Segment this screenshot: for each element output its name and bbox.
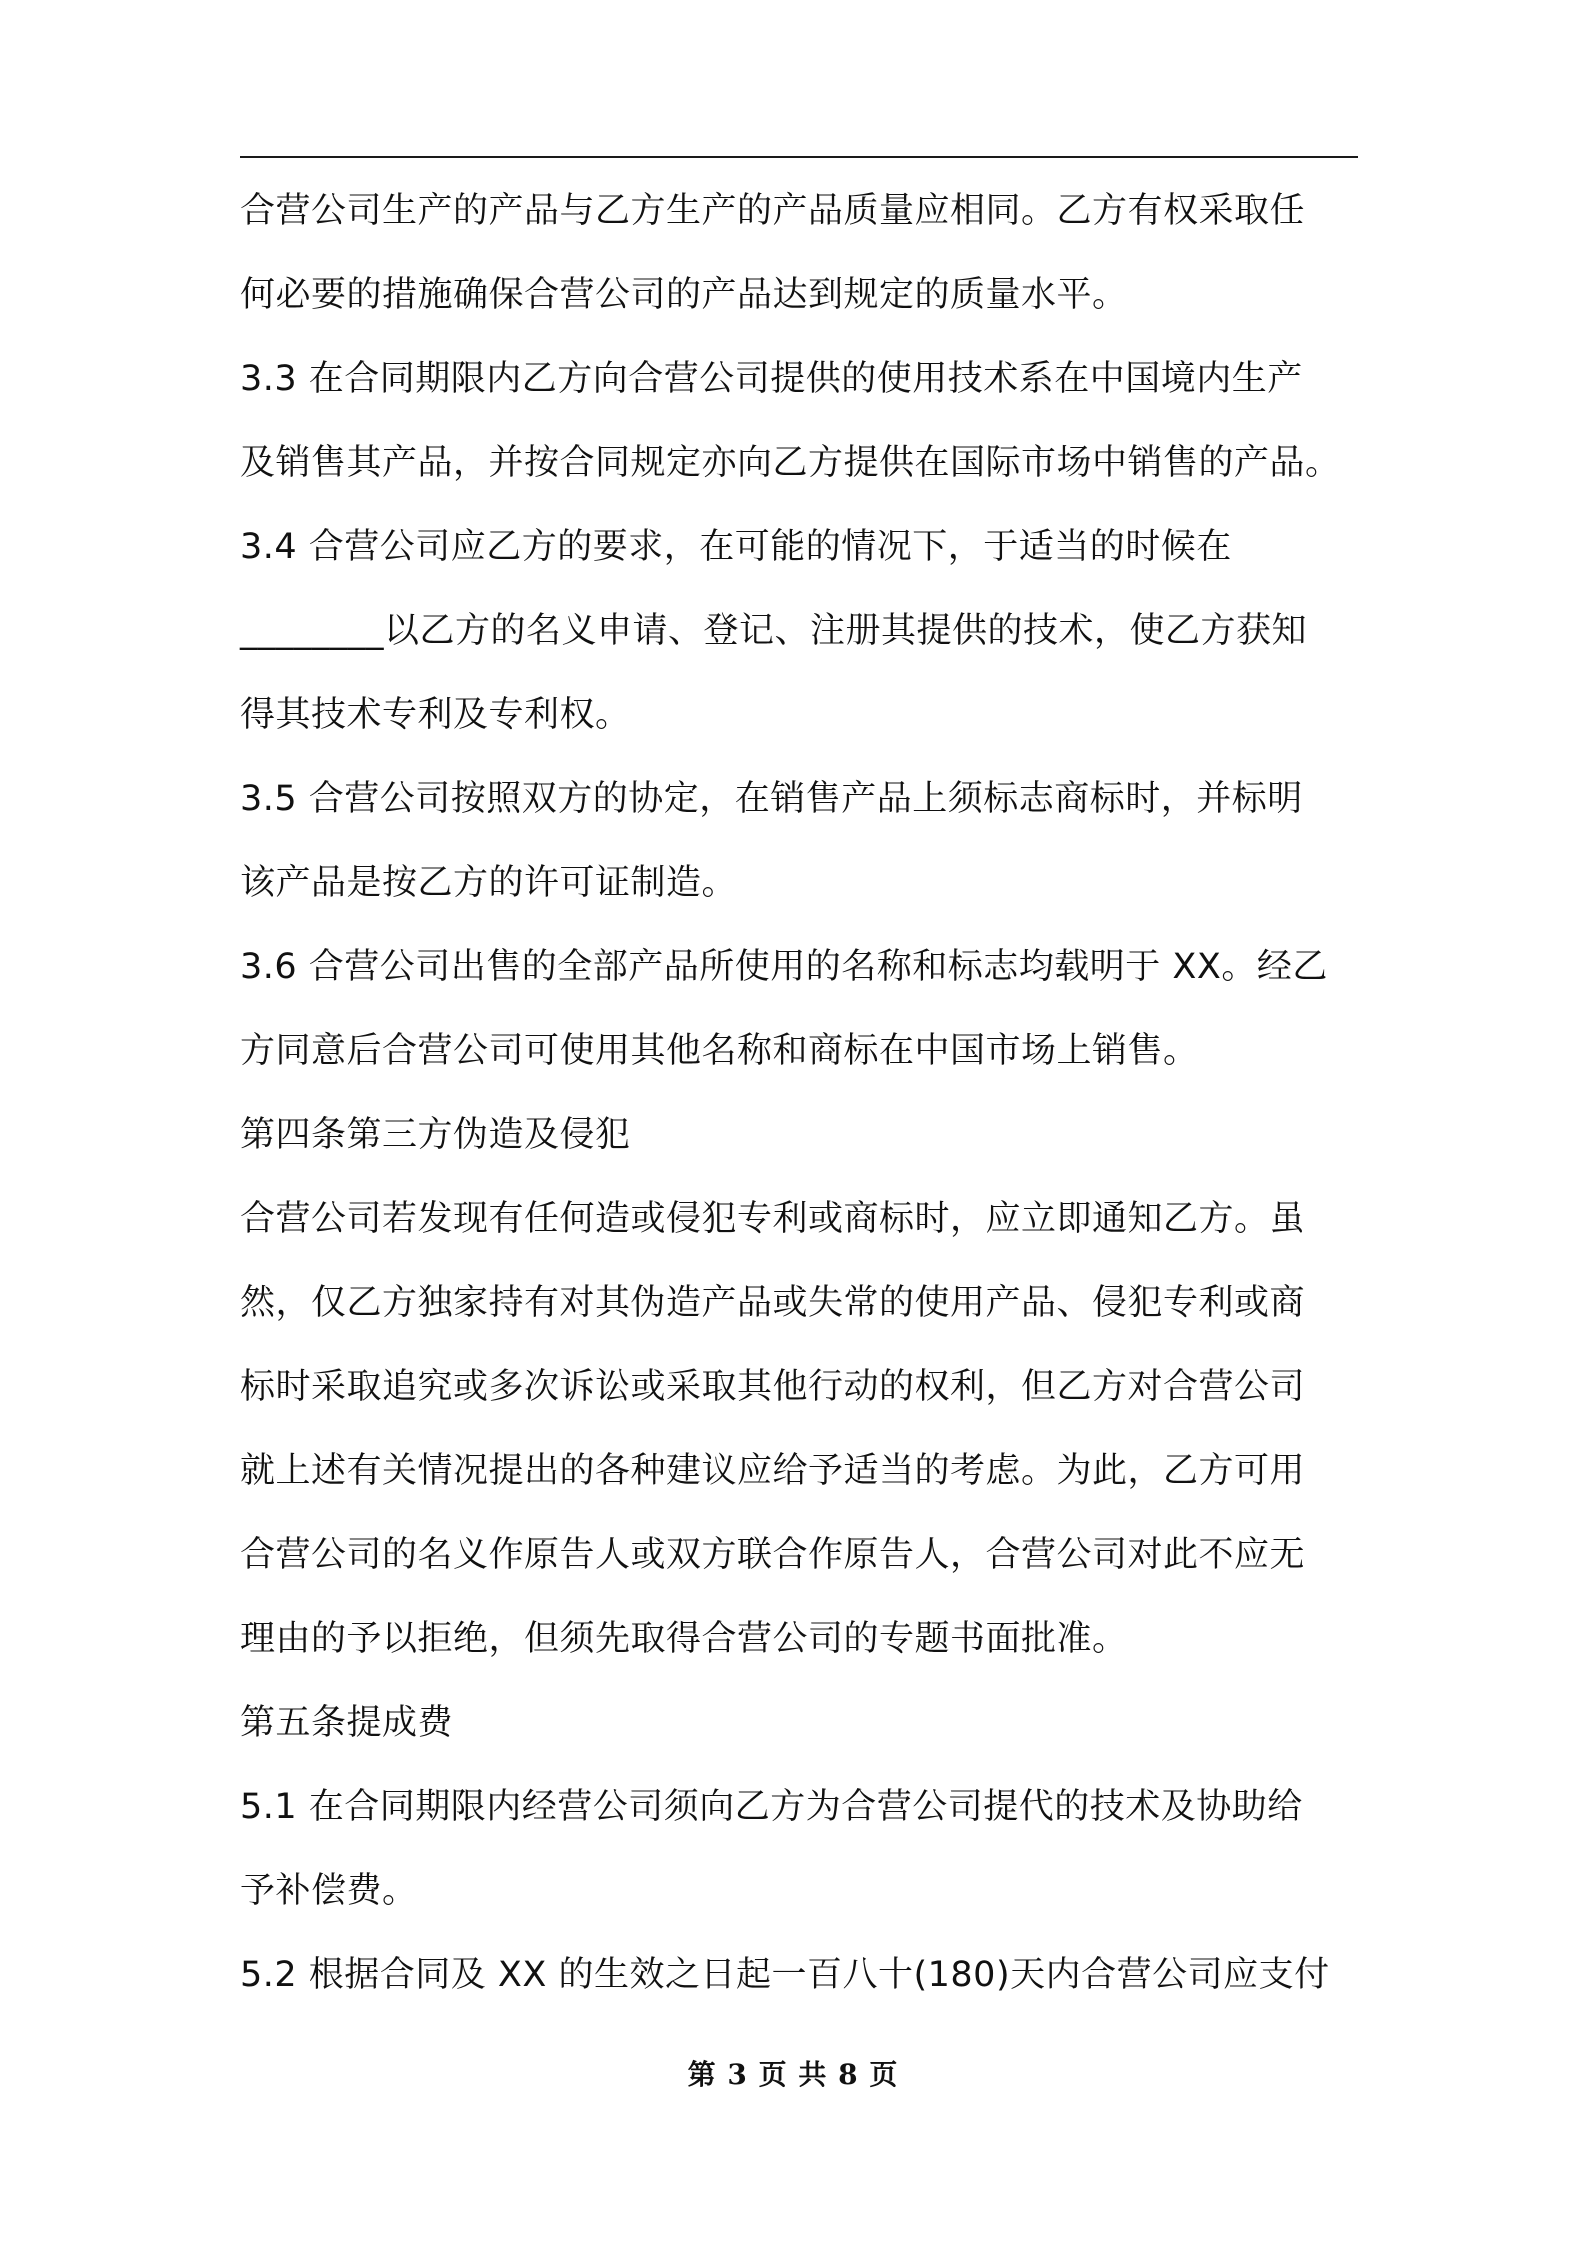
text-line: 得其技术专利及专利权。 — [240, 695, 631, 735]
text-line: 标时采取追究或多次诉讼或采取其他行动的权利，但乙方对合营公司 — [240, 1367, 1306, 1407]
clause-3-3: 3.3 在合同期限内乙方向合营公司提供的使用技术系在中国境内生产 — [240, 359, 1303, 399]
header-rule — [240, 156, 1358, 158]
text-line: 理由的予以拒绝，但须先取得合营公司的专题书面批准。 — [240, 1619, 1128, 1659]
article-5-heading: 第五条提成费 — [240, 1703, 454, 1743]
clause-3-5: 3.5 合营公司按照双方的协定，在销售产品上须标志商标时，并标明 — [240, 779, 1303, 819]
text-line: 予补偿费。 — [240, 1871, 418, 1911]
article-4-heading: 第四条第三方伪造及侵犯 — [240, 1115, 631, 1155]
text-line: 合营公司若发现有任何造或侵犯专利或商标时，应立即通知乙方。虽 — [240, 1199, 1306, 1239]
text-line: 及销售其产品，并按合同规定亦向乙方提供在国际市场中销售的产品。 — [240, 443, 1341, 483]
page-number: 第 3 页 共 8 页 — [687, 2058, 899, 2091]
contract-body — [240, 190, 1370, 2038]
text-line: 就上述有关情况提出的各种建议应给予适当的考虑。为此，乙方可用 — [240, 1451, 1306, 1491]
clause-3-6: 3.6 合营公司出售的全部产品所使用的名称和标志均载明于 XX。经乙 — [240, 947, 1328, 987]
text-line: 然，仅乙方独家持有对其伪造产品或失常的使用产品、侵犯专利或商 — [240, 1283, 1306, 1323]
text-line: 方同意后合营公司可使用其他名称和商标在中国市场上销售。 — [240, 1031, 1199, 1071]
text-line: 该产品是按乙方的许可证制造。 — [240, 863, 738, 903]
text-line: ________以乙方的名义申请、登记、注册其提供的技术，使乙方获知 — [240, 611, 1308, 651]
clause-5-2: 5.2 根据合同及 XX 的生效之日起一百八十(180)天内合营公司应支付 — [240, 1955, 1330, 1995]
text-line: 合营公司的名义作原告人或双方联合作原告人，合营公司对此不应无 — [240, 1535, 1306, 1575]
text-line: 合营公司生产的产品与乙方生产的产品质量应相同。乙方有权采取任 — [240, 191, 1306, 231]
text-line: 何必要的措施确保合营公司的产品达到规定的质量水平。 — [240, 275, 1128, 315]
clause-5-1: 5.1 在合同期限内经营公司须向乙方为合营公司提代的技术及协助给 — [240, 1787, 1303, 1827]
clause-3-4: 3.4 合营公司应乙方的要求，在可能的情况下，于适当的时候在 — [240, 527, 1232, 567]
